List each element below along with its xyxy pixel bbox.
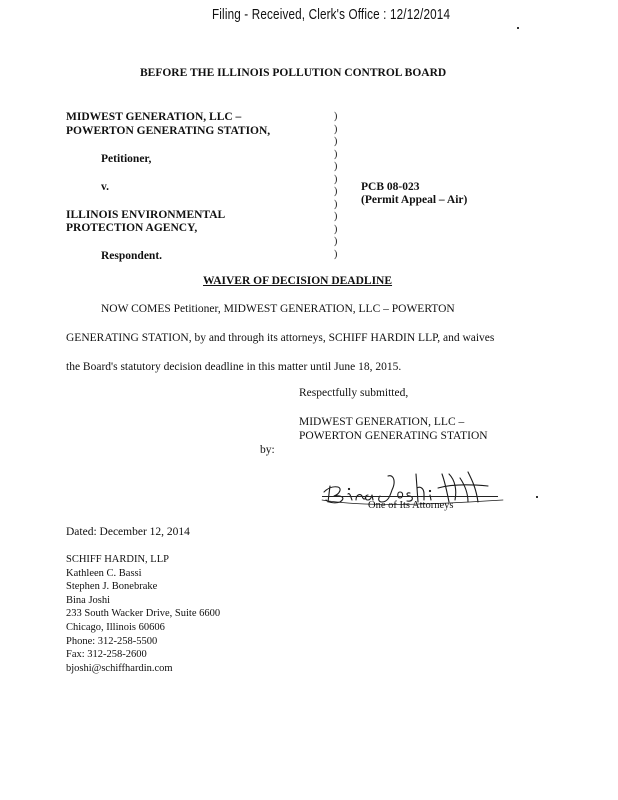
respondent-name-line1: ILLINOIS ENVIRONMENTAL <box>66 209 226 221</box>
party-line-2: POWERTON GENERATING STATION <box>299 430 488 442</box>
petitioner-name-line2: POWERTON GENERATING STATION, <box>66 125 271 137</box>
document-title: WAIVER OF DECISION DEADLINE <box>203 275 393 287</box>
date-line: Dated: December 12, 2014 <box>66 526 190 538</box>
respondent-label: Respondent. <box>101 250 163 262</box>
paren: ) <box>334 136 338 147</box>
attorney-name: Stephen J. Bonebrake <box>66 581 158 593</box>
address-line-2: Chicago, Illinois 60606 <box>66 621 165 633</box>
party-line-1: MIDWEST GENERATION, LLC – <box>299 416 465 428</box>
paren: ) <box>334 248 338 260</box>
body-line-2: GENERATING STATION, by and through its attorneys, SCHIFF HARDIN LLP, and waives <box>66 332 495 344</box>
paren: ) <box>334 111 338 122</box>
phone-line: Phone: 312-258-5500 <box>66 635 158 647</box>
paren: ) <box>334 161 338 172</box>
caption-paren-column <box>334 111 337 261</box>
firm-name: SCHIFF HARDIN, LLP <box>66 554 169 565</box>
case-number: PCB 08-023 <box>361 181 420 193</box>
address-line-1: 233 South Wacker Drive, Suite 6600 <box>66 608 221 620</box>
counsel-block <box>66 553 220 675</box>
respondent-name-line2: PROTECTION AGENCY, <box>66 222 198 234</box>
paren: ) <box>334 173 338 185</box>
scan-speck <box>536 496 538 498</box>
filing-stamp: Filing - Received, Clerk's Office : 12/12/2014 <box>212 6 451 23</box>
paren: ) <box>334 186 338 197</box>
body-line-1: NOW COMES Petitioner, MIDWEST GENERATION, LLC – POWERTON <box>101 303 455 315</box>
paren: ) <box>334 198 338 210</box>
attorney-name: Kathleen C. Bassi <box>66 567 142 579</box>
signature-line <box>322 496 498 497</box>
court-title: BEFORE THE ILLINOIS POLLUTION CONTROL BOARD <box>140 67 447 79</box>
petitioner-name-line1: MIDWEST GENERATION, LLC – <box>66 111 242 123</box>
paren: ) <box>334 236 338 247</box>
closing-line: Respectfully submitted, <box>299 387 409 399</box>
paren: ) <box>334 123 338 135</box>
attorney-name: Bina Joshi <box>66 594 111 606</box>
by-label: by: <box>260 444 275 456</box>
paren: ) <box>334 223 338 235</box>
email-line: bjoshi@schiffhardin.com <box>66 662 173 674</box>
versus-label: v. <box>101 181 109 193</box>
scan-speck <box>517 27 519 29</box>
fax-line: Fax: 312-258-2600 <box>66 649 147 661</box>
case-type: (Permit Appeal – Air) <box>361 194 468 206</box>
signature-line-label: One of Its Attorneys <box>368 500 454 511</box>
petitioner-label: Petitioner, <box>101 153 152 165</box>
paren: ) <box>334 148 338 160</box>
paren: ) <box>334 211 338 222</box>
body-line-3: the Board's statutory decision deadline in this matter until June 18, 2015. <box>66 361 402 373</box>
